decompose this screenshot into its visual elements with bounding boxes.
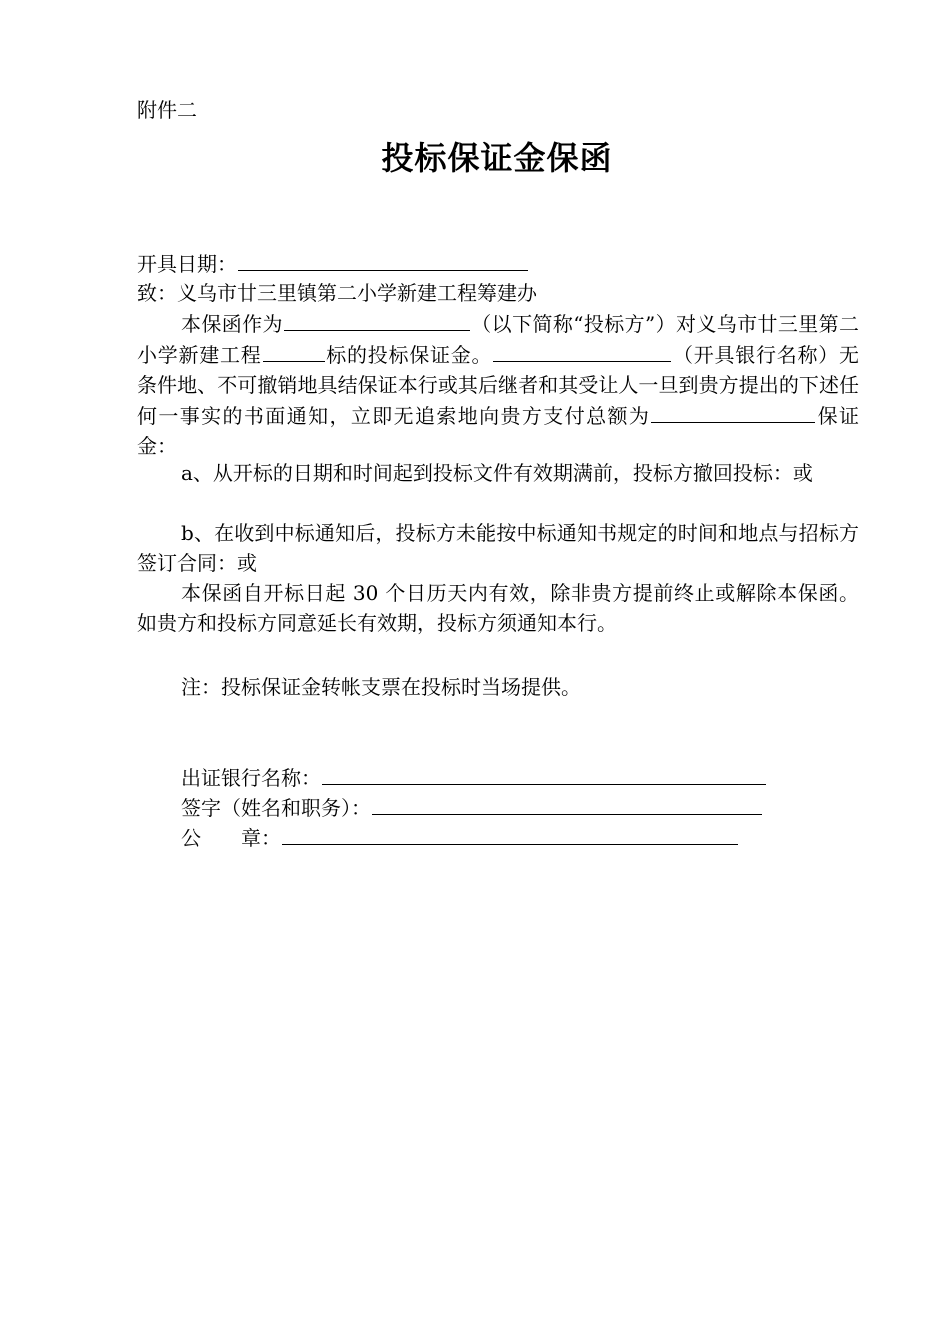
para1-text-e: 保证金： xyxy=(137,404,860,458)
seal-row xyxy=(181,822,739,853)
bank-name-row xyxy=(181,762,767,793)
lot-number-blank[interactable] xyxy=(263,339,325,362)
page-title: 投标保证金保函 xyxy=(381,139,613,177)
para1-text-a: 本保函作为 xyxy=(181,312,283,336)
seal-blank[interactable] xyxy=(282,822,738,845)
validity-paragraph: 本保函自开标日起 30 个日历天内有效，除非贵方提前终止或解除本保函。如贵方和投标方同意延长有效期，投标方须通知本行。 xyxy=(137,581,859,635)
note-line: 注：投标保证金转帐支票在投标时当场提供。 xyxy=(181,675,581,699)
condition-item-a: a、从开标的日期和时间起到投标文件有效期满前，投标方撤回投标：或 xyxy=(181,461,813,485)
attachment-label: 附件二 xyxy=(137,98,197,122)
issue-date-label: 开具日期： xyxy=(137,252,237,276)
signer-row xyxy=(181,792,763,823)
bank-name-label: 出证银行名称： xyxy=(181,766,321,790)
bank-name-blank[interactable] xyxy=(493,339,671,362)
signer-label: 签字（姓名和职务）： xyxy=(181,796,371,820)
bidder-name-blank[interactable] xyxy=(284,308,470,331)
seal-label: 公 章： xyxy=(181,826,281,850)
para1-text-b: （以下简称“投标方”）对义乌市廿三里第二小学新建工程 xyxy=(137,312,860,367)
amount-blank[interactable] xyxy=(651,400,815,423)
para1-text-c: 标的投标保证金。 xyxy=(325,343,493,367)
issue-date-blank[interactable] xyxy=(238,248,528,271)
bank-name-signature-blank[interactable] xyxy=(322,762,766,785)
signer-blank[interactable] xyxy=(372,792,762,815)
recipient-line: 致：义乌市廿三里镇第二小学新建工程筹建办 xyxy=(137,281,537,305)
guarantee-paragraph xyxy=(137,308,859,461)
para1-text-d: （开具银行名称）无条件地、不可撤销地具结保证本行或其后继者和其受让人一旦到贵方提出的下述任何一事实的书面通知，立即无追索地向贵方支付总额为 xyxy=(137,343,859,428)
condition-item-b: b、在收到中标通知后，投标方未能按中标通知书规定的时间和地点与招标方签订合同：或 xyxy=(137,521,859,575)
issue-date-row xyxy=(137,248,529,279)
